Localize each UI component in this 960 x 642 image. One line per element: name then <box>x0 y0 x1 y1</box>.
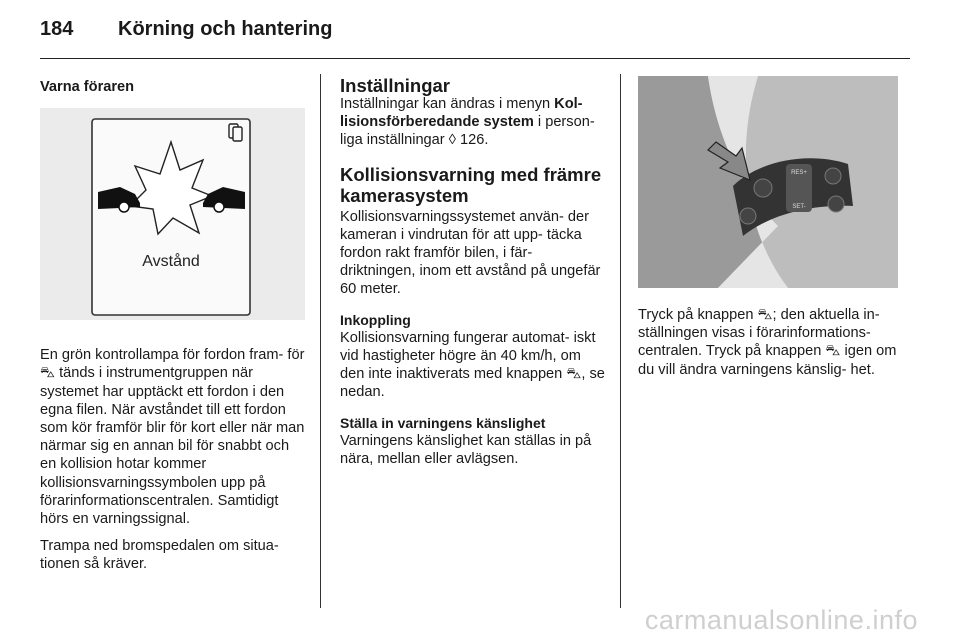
paragraph-brake: Trampa ned bromspedalen om situa- tionen så kräver. <box>40 538 279 573</box>
settings-text-pre: Inställningar kan ändras i menyn <box>340 96 551 112</box>
cruise-button[interactable] <box>740 208 756 224</box>
paragraph-settings <box>340 95 608 150</box>
set-label: SET- <box>792 204 806 210</box>
paragraph-green-lamp: En grön kontrollampa för fordon fram- för ⛍ tänds i instrumentgruppen när systemet har upptäckt ett fordon i den egna filen. När avståndet till ett fordon som kör framför blir för kort eller när man närmar sig en annan bil för snabbt och en kollision hotar kommer kollisionsvarningssymbolen upp på förarinformationscentralen. Samtidigt hörs en varningssignal. <box>40 347 305 528</box>
collision-alert-button[interactable] <box>754 179 772 197</box>
page-number: 184 <box>40 18 74 40</box>
subheading-activation: Inkoppling <box>340 311 411 328</box>
cancel-button[interactable] <box>825 168 841 184</box>
distance-label: Avstånd <box>142 253 200 271</box>
collision-warning-figure <box>40 108 305 320</box>
header-rule <box>40 58 910 59</box>
subheading-sensitivity: Ställa in varningens känslighet <box>340 414 546 431</box>
collision-warning-illustration <box>40 108 305 320</box>
column-divider-1 <box>320 74 321 608</box>
limiter-button[interactable] <box>828 196 844 212</box>
watermark: carmanualsonline.info <box>644 605 918 635</box>
column-3 <box>638 76 910 388</box>
settings-text-post: i person- liga inställningar ◊ 126. <box>340 114 595 149</box>
paragraph-sensitivity: Varningens känslighet kan ställas in på nära, mellan eller avlägsen. <box>340 432 592 468</box>
column-divider-2 <box>620 74 621 608</box>
steering-wheel-figure <box>638 76 898 288</box>
paragraph-press-button: Tryck på knappen ⛍; den aktuella in- ställningen visas i förarinformations- centralen. Tryck på knappen ⛍ igen om du vill ändra varningens känslig- het. <box>638 307 897 378</box>
column-1 <box>40 78 305 583</box>
steering-wheel-illustration <box>638 76 898 288</box>
settings-menu-name: Kol- lisionsförberedande system <box>340 96 583 131</box>
paragraph-camera: Kollisionsvarningssystemet använ- der kameran i vindrutan för att upp- täcka fordon rakt framför bilen, i fär- driktningen, inom ett avstånd på ungefär 60 meter. <box>340 208 601 298</box>
res-label: RES+ <box>791 170 807 176</box>
column-2 <box>340 76 608 477</box>
page-header <box>40 18 332 41</box>
section-heading-varna: Varna föraren <box>40 79 135 95</box>
section-heading-settings: Inställningar <box>340 75 450 96</box>
section-heading-front-camera: Kollisionsvarning med främre kamerasystem <box>340 163 602 206</box>
chapter-title: Körning och hantering <box>118 18 333 40</box>
paragraph-activation: Kollisionsvarning fungerar automat- iskt vid hastigheter högre än 40 km/h, om den inte inaktiverats med knappen ⛍, se nedan. <box>340 329 605 401</box>
